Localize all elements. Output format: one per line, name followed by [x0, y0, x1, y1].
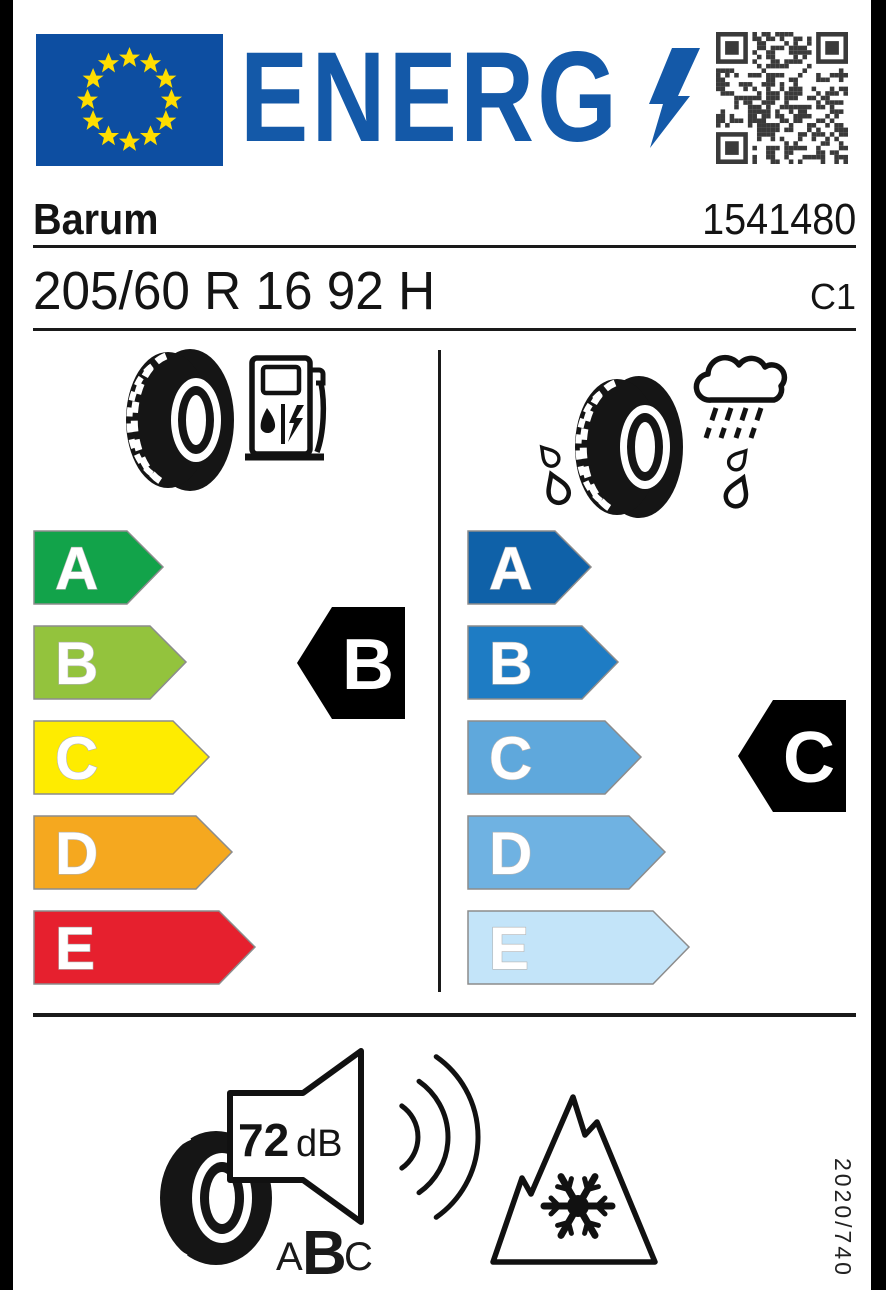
- supplier-row: [33, 196, 856, 242]
- article-number: 1541480: [701, 195, 856, 244]
- svg-text:C: C: [344, 1235, 373, 1279]
- noise-pictogram: [140, 1040, 500, 1290]
- wet-class-arrow-c: [467, 720, 643, 795]
- center-divider: [438, 350, 441, 992]
- fuel-class-arrow-c: [33, 720, 211, 795]
- svg-text:E: E: [489, 915, 530, 982]
- fuel-pump-icon: [245, 358, 324, 457]
- svg-text:B: B: [55, 630, 99, 697]
- tyre-designation: 205/60 R 16 92 H: [33, 261, 436, 321]
- wet-class-arrow-e: [467, 910, 691, 985]
- wet-rating-indicator: [736, 698, 848, 814]
- snowflake-mountain-icon: [483, 1088, 668, 1270]
- eu-flag: [36, 34, 223, 166]
- divider-line: [33, 1013, 856, 1017]
- energy-logo-text: ENERG: [240, 26, 621, 169]
- noise-class-letters: [276, 1219, 373, 1288]
- wet-class-arrow-d: [467, 815, 667, 890]
- svg-text:A: A: [55, 535, 99, 602]
- wet-grip-scale: [467, 530, 691, 1005]
- svg-text:D: D: [55, 820, 99, 887]
- svg-text:B: B: [302, 1219, 347, 1288]
- right-black-border: [871, 0, 886, 1290]
- divider-line: [33, 245, 856, 248]
- svg-text:C: C: [55, 725, 99, 792]
- regulation-number: 2020/740: [830, 1158, 856, 1278]
- svg-text:B: B: [489, 630, 533, 697]
- rain-lines-icon: [706, 408, 761, 438]
- fuel-efficiency-scale: [33, 530, 257, 1005]
- fuel-efficiency-pictogram: [118, 344, 343, 519]
- svg-text:A: A: [489, 535, 533, 602]
- lightning-bolt-icon: [638, 46, 702, 150]
- qr-code-icon: [716, 32, 848, 164]
- fuel-class-arrow-d: [33, 815, 234, 890]
- svg-text:B: B: [342, 625, 394, 705]
- tyre-class: C1: [809, 276, 856, 317]
- left-black-border: [0, 0, 13, 1290]
- svg-text:C: C: [489, 725, 533, 792]
- fuel-class-arrow-a: [33, 530, 165, 605]
- designation-row: [33, 258, 856, 321]
- svg-text:D: D: [489, 820, 533, 887]
- tyre-icon: [126, 349, 234, 491]
- noise-value: 72: [238, 1114, 290, 1166]
- noise-unit: dB: [296, 1123, 343, 1165]
- svg-text:A: A: [276, 1235, 303, 1279]
- wet-class-arrow-b: [467, 625, 620, 700]
- divider-line: [33, 328, 856, 331]
- wet-grip-pictogram: [528, 340, 808, 520]
- brand-name: Barum: [33, 195, 159, 244]
- wet-class-arrow-a: [467, 530, 593, 605]
- svg-text:C: C: [783, 718, 835, 798]
- fuel-rating-indicator: [295, 605, 407, 721]
- fuel-class-arrow-e: [33, 910, 257, 985]
- fuel-class-arrow-b: [33, 625, 188, 700]
- sound-waves-icon: [402, 1057, 478, 1218]
- rain-cloud-icon: [696, 358, 784, 438]
- svg-text:E: E: [55, 915, 96, 982]
- tyre-icon: [575, 376, 683, 518]
